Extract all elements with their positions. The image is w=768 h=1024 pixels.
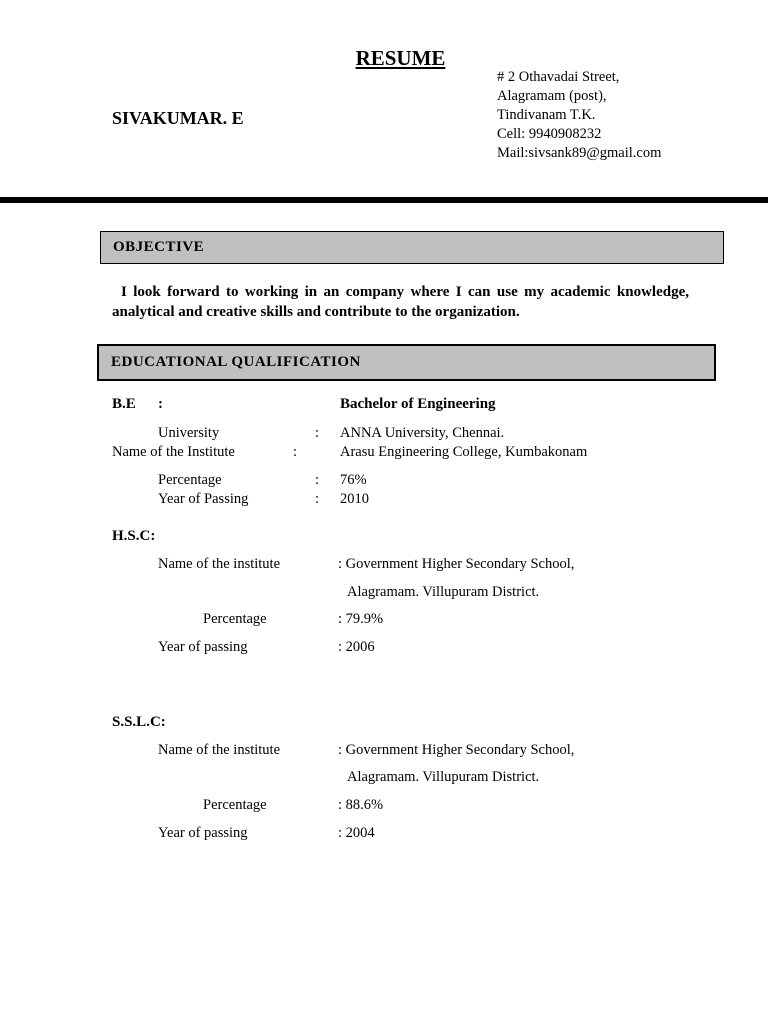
address-street: # 2 Othavadai Street, <box>497 69 620 85</box>
hsc-institute-value: : Government Higher Secondary School, <box>338 556 575 572</box>
objective-text: I look forward to working in an company where I can use my academic knowledge, analytical and creative skills and contribute to the organization. <box>112 284 689 320</box>
be-label: B.E <box>112 396 136 412</box>
address-email: Mail:sivsank89@gmail.com <box>497 145 662 161</box>
sslc-year-label: Year of passing <box>158 825 248 841</box>
hsc-year-value: : 2006 <box>338 639 375 655</box>
hsc-percentage-value: : 79.9% <box>338 611 384 627</box>
education-heading: EDUCATIONAL QUALIFICATION <box>97 344 716 381</box>
sslc-year-value: : 2004 <box>338 825 375 841</box>
be-university-label: University <box>158 425 220 441</box>
hsc-institute-location: Alagramam. Villupuram District. <box>347 584 540 600</box>
be-degree: Bachelor of Engineering <box>340 396 496 412</box>
address-block <box>497 68 661 163</box>
address-post: Alagramam (post), <box>497 88 607 104</box>
objective-heading: OBJECTIVE <box>100 231 724 264</box>
be-year-sep: : <box>315 491 320 507</box>
sslc-percentage-value: : 88.6% <box>338 797 384 813</box>
be-institute-value: Arasu Engineering College, Kumbakonam <box>340 444 588 460</box>
hsc-year-label: Year of passing <box>158 639 248 655</box>
sslc-percentage-label: Percentage <box>203 797 267 813</box>
header-divider <box>0 197 768 203</box>
be-institute-sep: : <box>293 444 298 460</box>
sslc-label: S.S.L.C: <box>112 714 166 730</box>
address-taluk: Tindivanam T.K. <box>497 107 596 123</box>
candidate-name: SIVAKUMAR. E <box>112 108 244 128</box>
be-institute-label: Name of the Institute <box>112 444 235 460</box>
be-year-label: Year of Passing <box>158 491 249 507</box>
sslc-institute-value: : Government Higher Secondary School, <box>338 742 575 758</box>
address-phone: Cell: 9940908232 <box>497 126 602 142</box>
sslc-institute-location: Alagramam. Villupuram District. <box>347 769 540 785</box>
hsc-percentage-label: Percentage <box>203 611 267 627</box>
be-university-value: ANNA University, Chennai. <box>340 425 505 441</box>
be-percentage-sep: : <box>315 472 320 488</box>
be-university-sep: : <box>315 425 320 441</box>
be-percentage-label: Percentage <box>158 472 222 488</box>
be-percentage-value: 76% <box>340 472 367 488</box>
be-colon: : <box>158 396 163 412</box>
resume-title: RESUME <box>355 46 446 70</box>
hsc-label: H.S.C: <box>112 528 156 544</box>
sslc-institute-label: Name of the institute <box>158 742 281 758</box>
be-year-value: 2010 <box>340 491 369 507</box>
hsc-institute-label: Name of the institute <box>158 556 281 572</box>
